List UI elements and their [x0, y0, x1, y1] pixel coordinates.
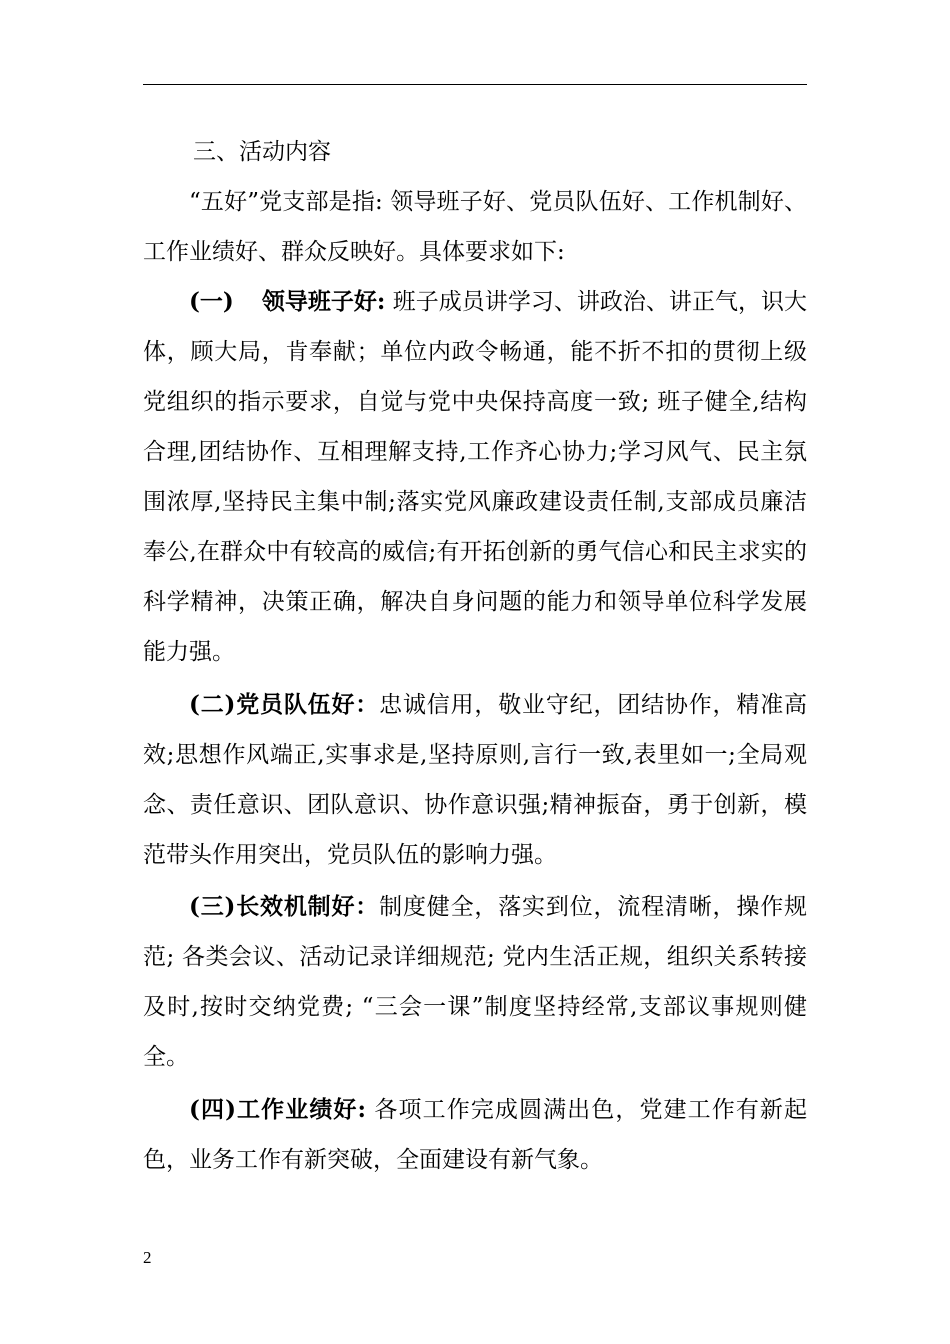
- item-title-3: 长效机制好：: [235, 893, 380, 920]
- item-number-1: (一): [189, 288, 234, 315]
- item-title-2: 党员队伍好：: [235, 691, 380, 718]
- item-number-3: (三): [189, 893, 236, 920]
- item-title-1: 领导班子好:: [261, 288, 386, 315]
- item-paragraph-1: [143, 277, 807, 677]
- page-body: [143, 128, 807, 1185]
- item-title-4: 工作业绩好:: [235, 1096, 367, 1123]
- header-rule: [143, 84, 807, 85]
- item-paragraph-4: [143, 1085, 807, 1185]
- section-heading: 三、活动内容: [193, 139, 331, 165]
- item-body-3: 制度健全，落实到位，流程清晰，操作规范; 各类会议、活动记录详细规范; 党内生活正规，组织关系转接及时,按时交纳党费; “三会一课”制度坚持经常,支部议事规则健全。: [143, 894, 808, 1070]
- item-number-2: (二): [189, 691, 236, 718]
- page-number: 2: [143, 1248, 152, 1267]
- item-body-4: 各项工作完成圆满出色，党建工作有新起色，业务工作有新突破，全面建设有新气象。: [143, 1097, 808, 1173]
- item-paragraph-3: [143, 882, 807, 1082]
- item-number-4: (四): [189, 1096, 236, 1123]
- item-body-2: 忠诚信用，敬业守纪，团结协作，精准高效;思想作风端正,实事求是,坚持原则,言行一致,表里如一;全局观念、责任意识、团队意识、协作意识强;精神振奋，勇于创新，模范带头作用突出，党员队伍的影响力强。: [143, 692, 808, 868]
- intro-paragraph: “五好”党支部是指: 领导班子好、党员队伍好、工作机制好、工作业绩好、群众反映好。具体要求如下:: [143, 189, 807, 265]
- item-paragraph-2: [143, 680, 807, 880]
- item-body-1: 班子成员讲学习、讲政治、讲正气，识大体，顾大局，肯奉献；单位内政令畅通，能不折不扣的贯彻上级党组织的指示要求，自觉与党中央保持高度一致; 班子健全,结构合理,团结协作、互相理解支持,工作齐心协力;学习风气、民主氛围浓厚,坚持民主集中制;落实党风廉政建设责任制,支部成员廉洁奉公,在群众中有较高的威信;有开拓创新的勇气信心和民主求实的科学精神，决策正确，解决自身问题的能力和领导单位科学发展能力强。: [143, 289, 808, 665]
